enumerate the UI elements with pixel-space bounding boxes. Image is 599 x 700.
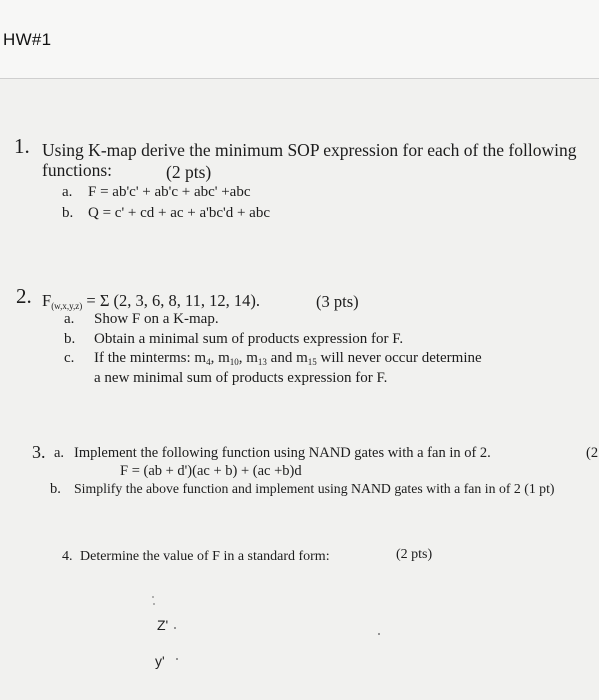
q1-line2: functions: xyxy=(42,160,112,180)
q1-line1: Using K-map derive the minimum SOP expression for each of the following xyxy=(42,140,577,160)
q1-number: 1. xyxy=(14,134,30,158)
q2-b-label: b. xyxy=(64,331,76,347)
q3-number: 3. xyxy=(32,442,46,462)
figure-dot xyxy=(176,658,178,660)
header-bar xyxy=(0,0,599,79)
figure-label-z: Z' xyxy=(157,617,169,633)
q3-a-points: (2 xyxy=(586,445,599,461)
figure-dot xyxy=(153,603,155,605)
q4-text: Determine the value of F in a standard form: xyxy=(80,549,330,564)
q1-a-label: a. xyxy=(62,184,73,200)
figure-label-y: y' xyxy=(155,653,165,669)
q1-a-text: F = ab'c' + ab'c + abc' +abc xyxy=(88,184,251,200)
q2-points: (3 pts) xyxy=(316,292,359,311)
q2-a-text: Show F on a K-map. xyxy=(94,311,219,327)
q3-expression: F = (ab + d')(ac + b) + (ac +b)d xyxy=(120,463,302,479)
q2-a-label: a. xyxy=(64,311,75,327)
figure-dot xyxy=(378,633,380,635)
figure-dot xyxy=(174,627,176,629)
q1-b-text: Q = c' + cd + ac + a'bc'd + abc xyxy=(88,205,270,221)
q4-points: (2 pts) xyxy=(396,547,433,562)
q3-b-text: Simplify the above function and implement using NAND gates with a fan in of 2 (1 pt) xyxy=(74,481,555,496)
q1-b-label: b. xyxy=(62,205,74,221)
q2-function-name: F xyxy=(42,291,52,310)
q2-function xyxy=(42,291,260,311)
q2-b-text: Obtain a minimal sum of products expression for F. xyxy=(94,331,404,347)
q2-c-text: If the minterms: $m_4$, $m_{10}$, $m_{13}$ and $m_{15}$ will never occur determine xyxy=(94,350,482,367)
q3-a-label: a. xyxy=(54,445,65,461)
q2-function-minterms: = Σ (2, 3, 6, 8, 11, 12, 14). xyxy=(86,291,261,310)
q2-c-label: c. xyxy=(64,350,75,366)
figure-dot xyxy=(152,596,154,598)
q3-b-label: b. xyxy=(50,481,61,497)
q2-function-vars: (w,x,y,z) xyxy=(51,301,83,311)
q3-a-text: Implement the following function using NAND gates with a fan in of 2. xyxy=(74,445,491,461)
q4-number: 4. xyxy=(62,549,73,564)
q2-number: 2. xyxy=(16,284,32,308)
q1-points: (2 pts) xyxy=(166,162,212,182)
q2-c-text-line2: a new minimal sum of products expression for F. xyxy=(94,370,388,386)
page-title: HW#1 xyxy=(3,30,52,49)
